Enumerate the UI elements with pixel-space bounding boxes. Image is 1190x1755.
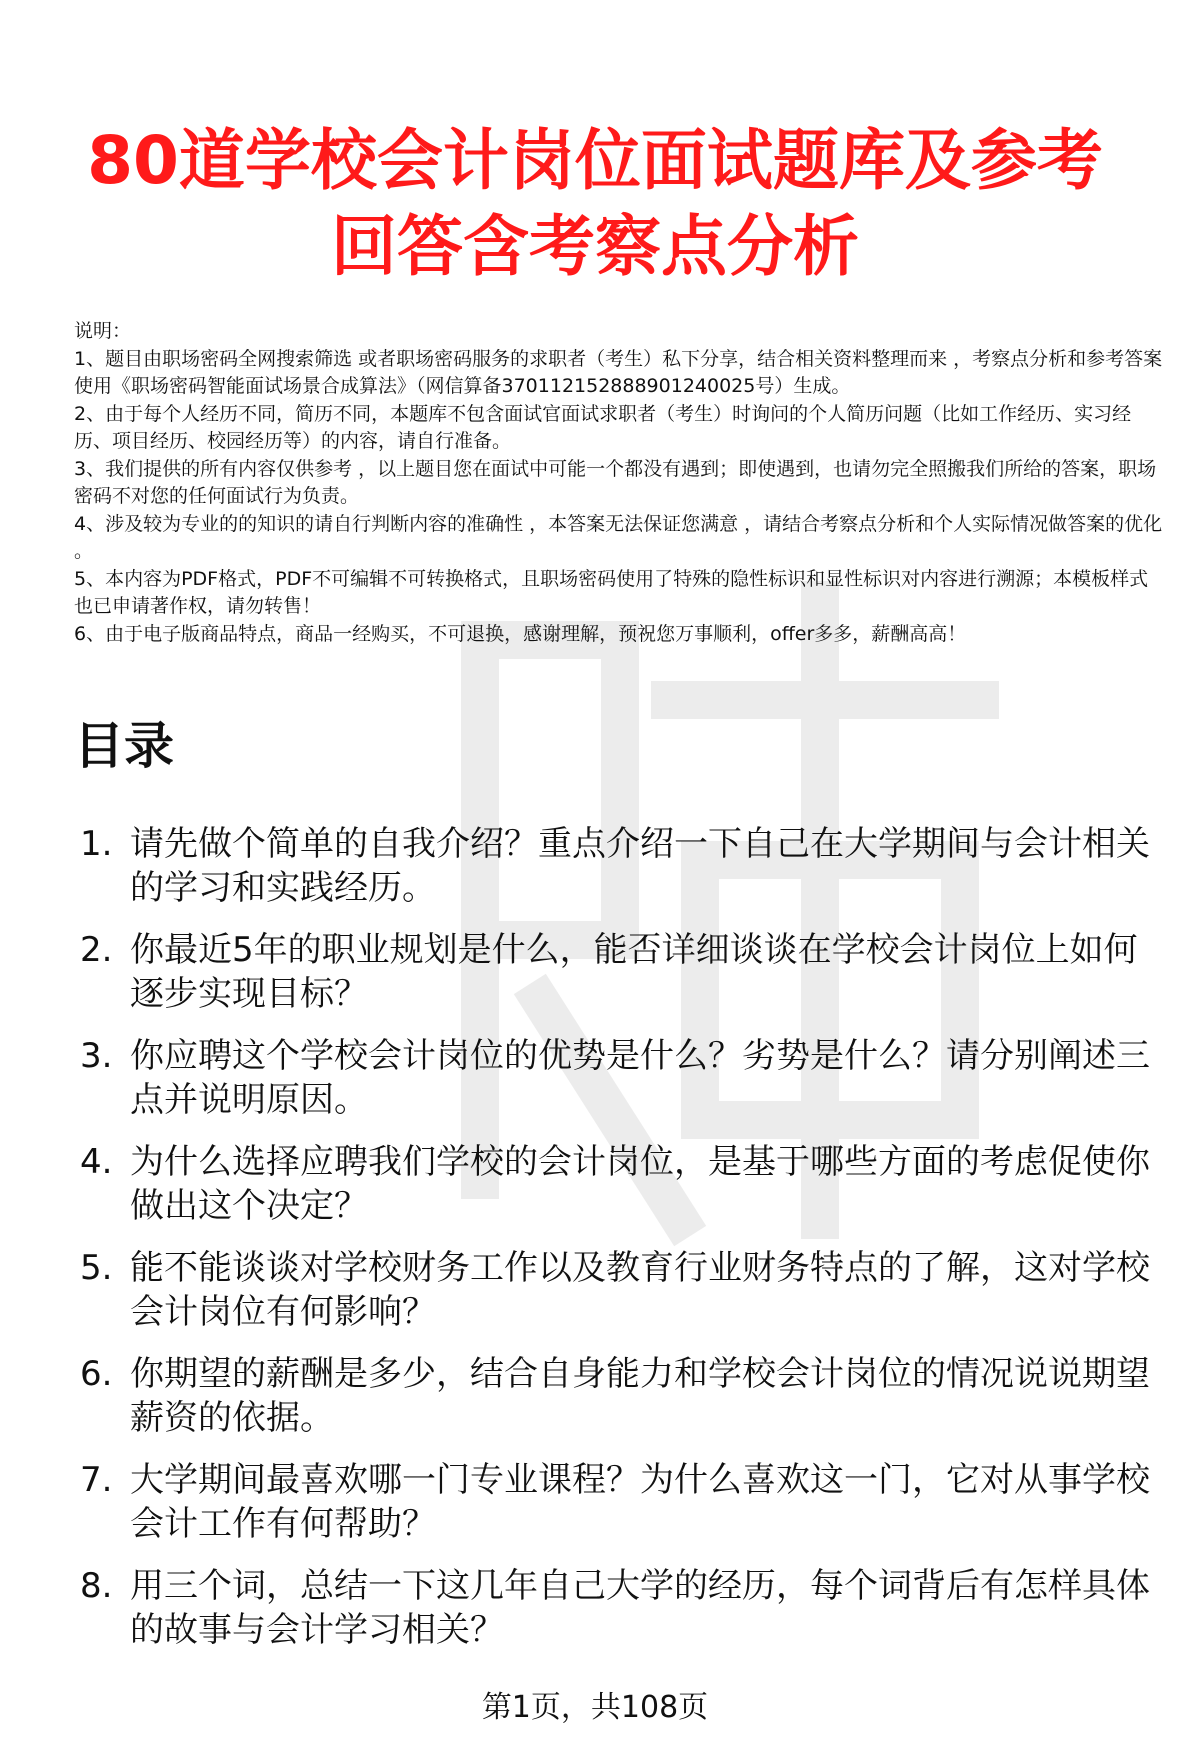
note-item: 3、我们提供的所有内容仅供参考 ，以上题目您在面试中可能一个都没有遇到；即使遇到，也请勿完全照搬我们所给的答案，职场密码不对您的任何面试行为负责。 xyxy=(74,457,1157,507)
page-title: 80道学校会计岗位面试题库及参考回答含考察点分析 xyxy=(87,122,1103,285)
note-item: 4、涉及较为专业的的知识的请自行判断内容的准确性 ，本答案无法保证您满意 ，请结合考察点分析和个人实际情况做答案的优化 。 xyxy=(74,512,1163,562)
notes-heading: 说明： xyxy=(74,320,132,342)
note-item: 6、由于电子版商品特点，商品一经购买，不可退换，感谢理解，预祝您万事顺利，offer多多，薪酬高高！ xyxy=(74,622,967,645)
toc-item-number: 5. xyxy=(80,1248,113,1288)
toc-item-number: 2. xyxy=(80,930,113,970)
page-footer: 第1页，共108页 xyxy=(481,1690,709,1725)
toc-item-text: 请先做个简单的自我介绍？重点介绍一下自己在大学期间与会计相关的学习和实践经历。 xyxy=(130,824,1150,908)
toc-item-number: 6. xyxy=(80,1354,113,1394)
toc-item[interactable] xyxy=(74,1564,1154,1652)
note-item: 5、本内容为PDF格式，PDF不可编辑不可转换格式，且职场密码使用了特殊的隐性标识和显性标识对内容进行溯源；本模板样式也已申请著作权，请勿转售！ xyxy=(74,567,1149,617)
toc-list xyxy=(74,822,1154,1670)
toc-item-number: 3. xyxy=(80,1036,113,1076)
toc-item[interactable] xyxy=(74,928,1154,1016)
toc-item[interactable] xyxy=(74,1352,1154,1440)
toc-item-text: 你应聘这个学校会计岗位的优势是什么？劣势是什么？请分别阐述三点并说明原因。 xyxy=(130,1036,1150,1120)
toc-item-number: 7. xyxy=(80,1460,113,1500)
toc-item[interactable] xyxy=(74,1246,1154,1334)
toc-heading: 目录 xyxy=(74,717,174,775)
toc-item[interactable] xyxy=(74,1458,1154,1546)
toc-item-text: 为什么选择应聘我们学校的会计岗位，是基于哪些方面的考虑促使你做出这个决定？ xyxy=(130,1142,1150,1226)
note-item: 1、题目由职场密码全网搜索筛选 或者职场密码服务的求职者（考生）私下分享，结合相关资料整理而来 ，考察点分析和参考答案使用《职场密码智能面试场景合成算法》（网信算备370112152888901240025号）生成。 xyxy=(74,347,1163,397)
toc-item[interactable] xyxy=(74,1034,1154,1122)
note-item: 2、由于每个人经历不同，简历不同，本题库不包含面试官面试求职者（考生）时询问的个人简历问题（比如工作经历、实习经历、项目经历、校园经历等）的内容，请自行准备。 xyxy=(74,402,1132,452)
toc-item[interactable] xyxy=(74,822,1154,910)
toc-item-number: 8. xyxy=(80,1566,113,1606)
toc-item-number: 1. xyxy=(80,824,113,864)
toc-item-number: 4. xyxy=(80,1142,113,1182)
notes-section xyxy=(74,318,1164,648)
toc-item-text: 大学期间最喜欢哪一门专业课程？为什么喜欢这一门，它对从事学校会计工作有何帮助？ xyxy=(130,1460,1150,1544)
toc-item-text: 用三个词，总结一下这几年自己大学的经历，每个词背后有怎样具体的故事与会计学习相关？ xyxy=(130,1566,1150,1650)
toc-item-text: 你期望的薪酬是多少，结合自身能力和学校会计岗位的情况说说期望薪资的依据。 xyxy=(130,1354,1150,1438)
toc-item-text: 你最近5年的职业规划是什么，能否详细谈谈在学校会计岗位上如何逐步实现目标？ xyxy=(130,930,1138,1014)
toc-item[interactable] xyxy=(74,1140,1154,1228)
toc-item-text: 能不能谈谈对学校财务工作以及教育行业财务特点的了解，这对学校会计岗位有何影响？ xyxy=(130,1248,1150,1332)
